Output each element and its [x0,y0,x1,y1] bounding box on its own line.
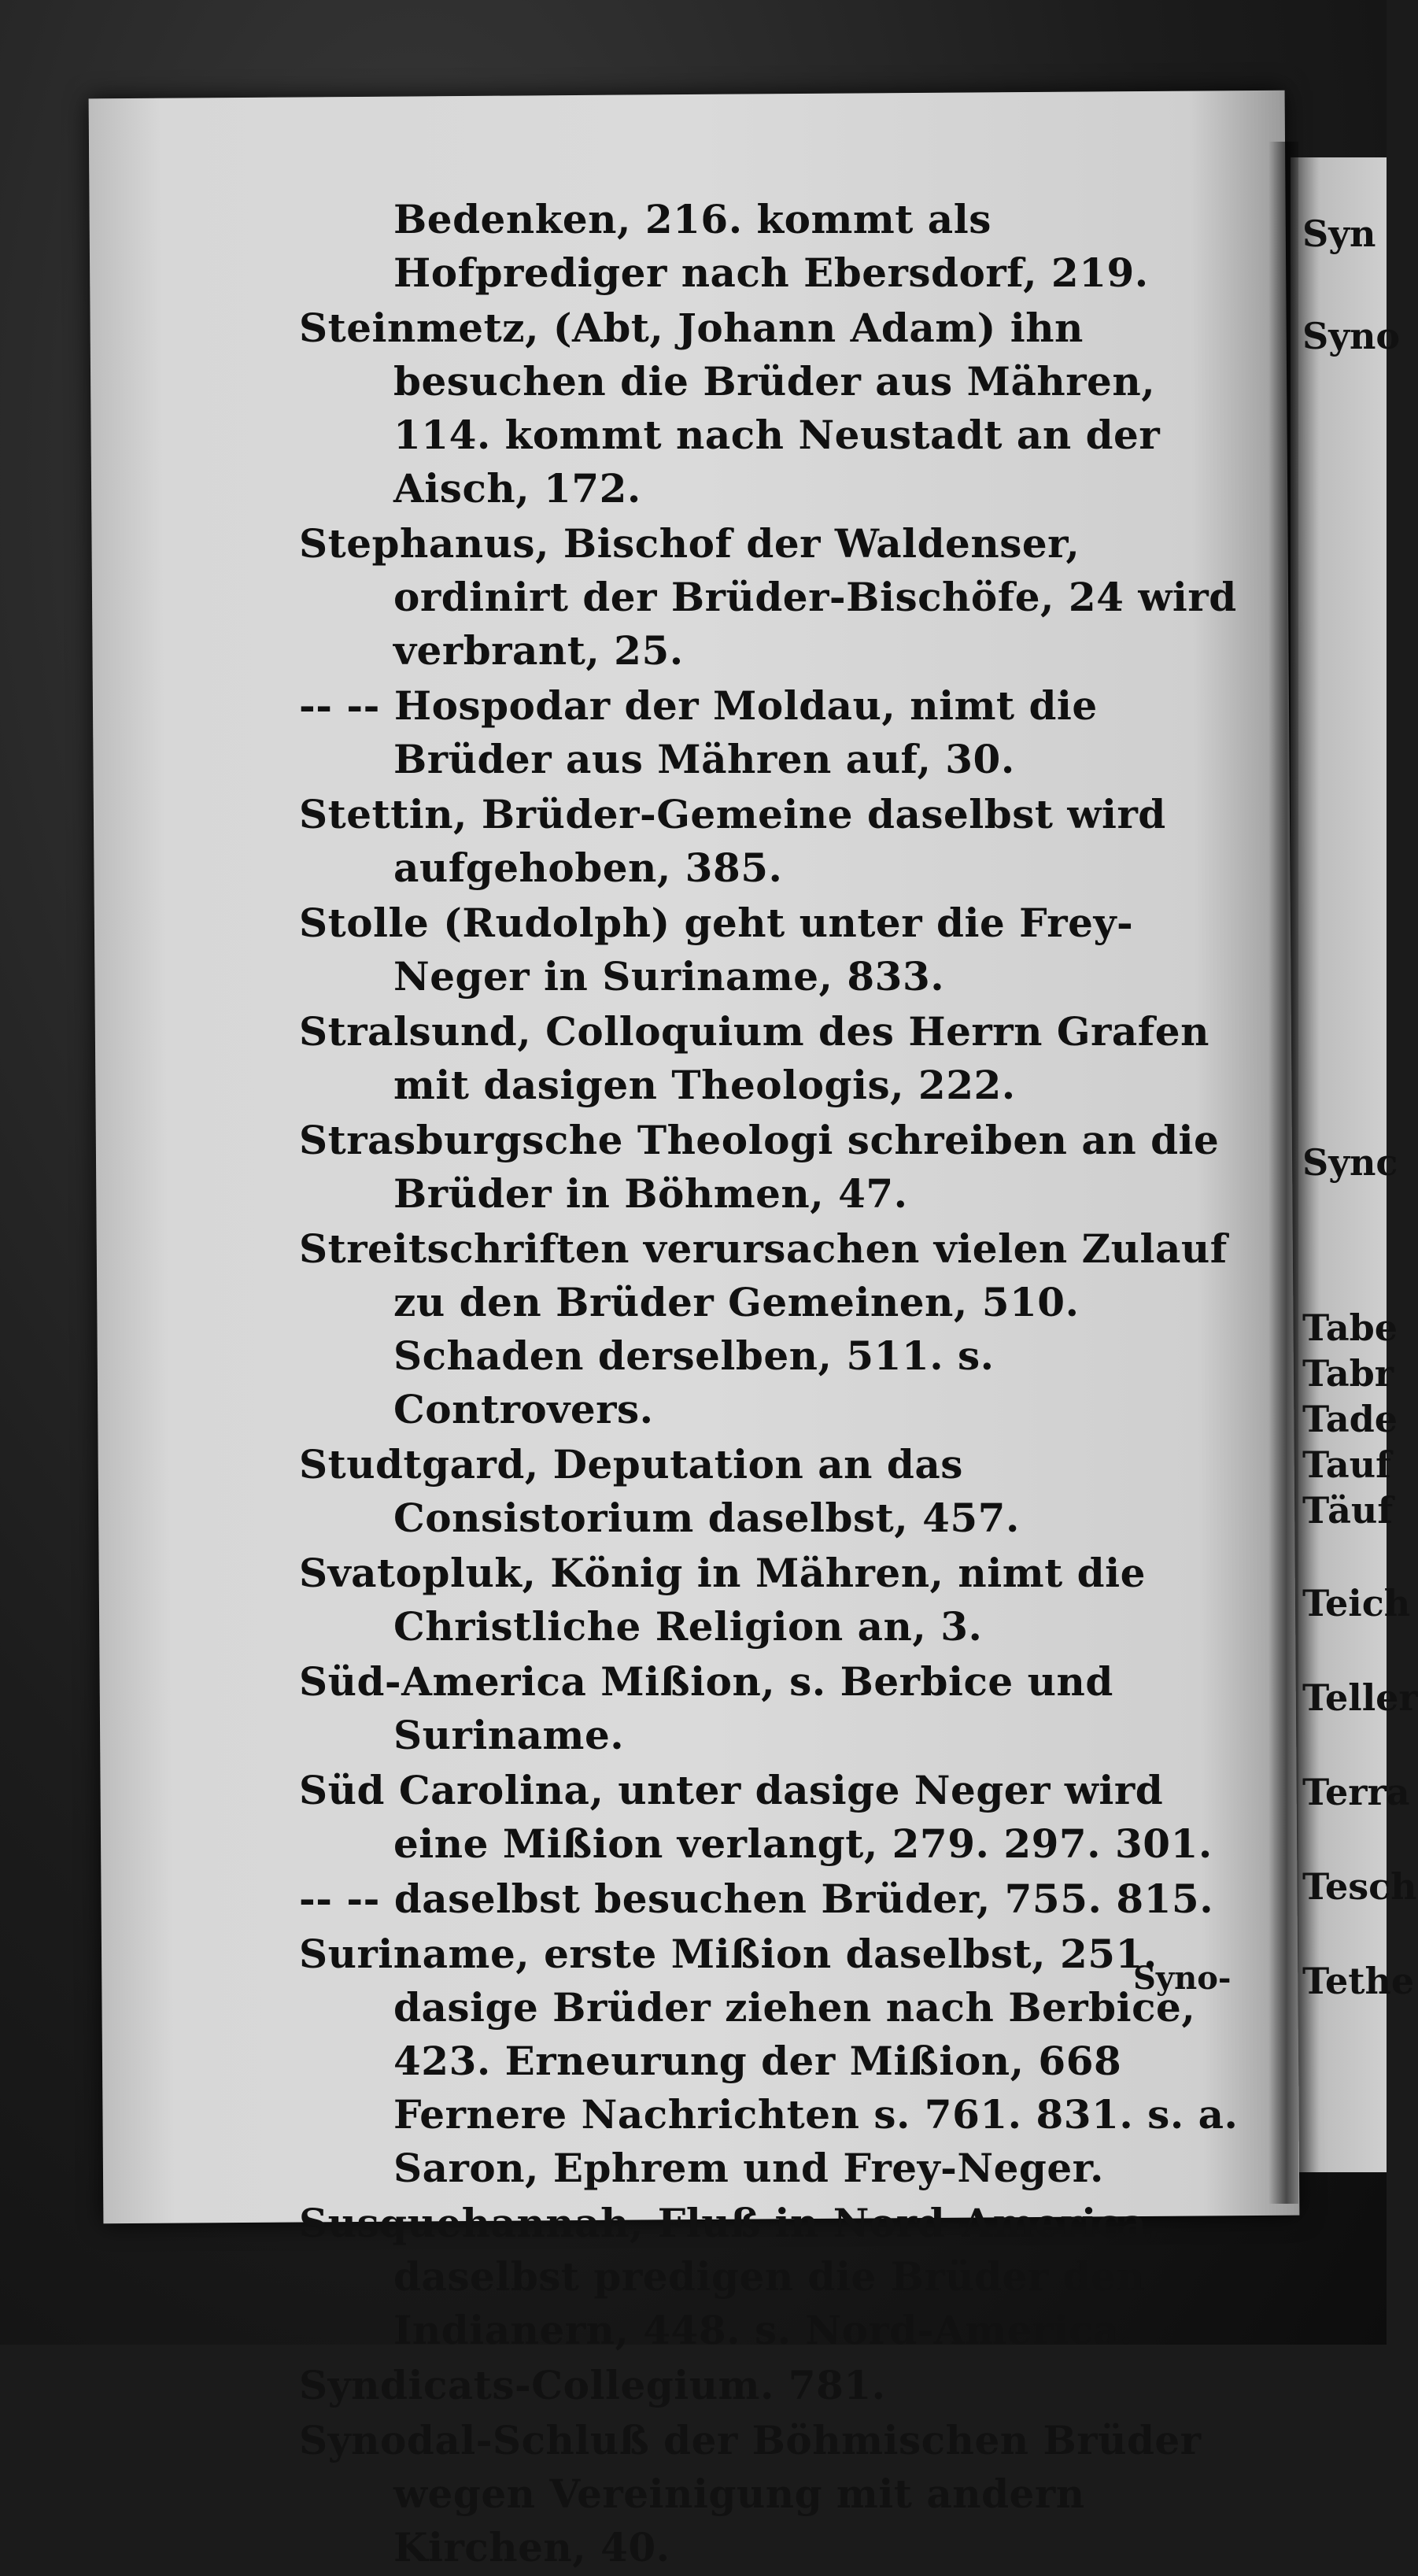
index-entry: -- -- Hospodar der Moldau, nimt die Brüder aus Mähren auf, 30. [299,682,1098,782]
index-entry: Syndicats-Collegium. 781. [299,2362,886,2408]
index-entry: Stephanus, Bischof der Waldenser, ordinirt der Brüder-Bischöfe, 24 wird verbrant, 25. [299,520,1237,674]
index-entry: Svatopluk, König in Mähren, nimt die Christliche Religion an, 3. [299,1550,1146,1650]
index-entry: -- -- daselbst besuchen Brüder, 755. 815. [299,1876,1214,1922]
facing-page-fragment: Tethe [1302,1960,1415,2002]
index-entries [299,193,1263,2576]
catchword: Syno- [1133,1960,1232,1997]
facing-page-fragment: Täuf [1302,1489,1394,1532]
index-entry: Bedenken, 216. kommt als Hofprediger nach Ebersdorf, 219. [393,196,1149,296]
index-entry: Stettin, Brüder-Gemeine daselbst wird aufgehoben, 385. [299,791,1166,891]
facing-page-fragment: Syn [1302,213,1376,255]
index-entry: Susquehannah, Fluß in Nord-America, daselbst predigen die Brüder den Indianern, 448. s. Nord-America. [299,2200,1161,2353]
facing-page-fragment: Teich [1302,1582,1411,1624]
index-entry: Süd-America Mißion, s. Berbice und Suriname. [299,1658,1113,1758]
index-entry: Studtgard, Deputation an das Consistorium daselbst, 457. [299,1441,1020,1541]
index-entry: Süd Carolina, unter dasige Neger wird eine Mißion verlangt, 279. 297. 301. [299,1767,1213,1867]
facing-page-fragment: Teller [1302,1676,1418,1719]
facing-page-fragment: Sync [1302,1141,1398,1184]
facing-page-fragment: Tade [1302,1398,1398,1440]
page-gutter-shadow [1268,142,1298,2204]
facing-page-fragment: Tabr [1302,1352,1394,1395]
facing-page-fragment: Tabe [1302,1306,1398,1349]
facing-page-fragment: Syno [1302,315,1401,357]
index-entry: Suriname, erste Mißion daselbst, 251. dasige Brüder ziehen nach Berbice, 423. Erneurung der Mißion, 668 Fernere Nachrichten s. 761. 831. s. a. Saron, Ephrem und Frey-Neger. [299,1931,1239,2191]
facing-page-fragment: Tauf [1302,1443,1391,1486]
index-entry: Synodal-Schluß der Böhmischen Brüder wegen Vereinigung mit andern Kirchen, 40. [299,2417,1202,2570]
index-entry: Streitschriften verursachen vielen Zulauf zu den Brüder Gemeinen, 510. Schaden derselben, 511. s. Controvers. [299,1225,1228,1432]
index-entry: Stolle (Rudolph) geht unter die Frey-Neger in Suriname, 833. [299,900,1134,1000]
facing-page-fragment: Tesch [1302,1865,1417,1908]
index-entry: Steinmetz, (Abt, Johann Adam) ihn besuchen die Brüder aus Mähren, 114. kommt nach Neustadt an der Aisch, 172. [299,305,1161,512]
index-entry: Strasburgsche Theologi schreiben an die Brüder in Böhmen, 47. [299,1117,1220,1217]
index-entry: Stralsund, Colloquium des Herrn Grafen mit dasigen Theologis, 222. [299,1008,1209,1108]
facing-page-fragment: Terra [1302,1771,1410,1813]
